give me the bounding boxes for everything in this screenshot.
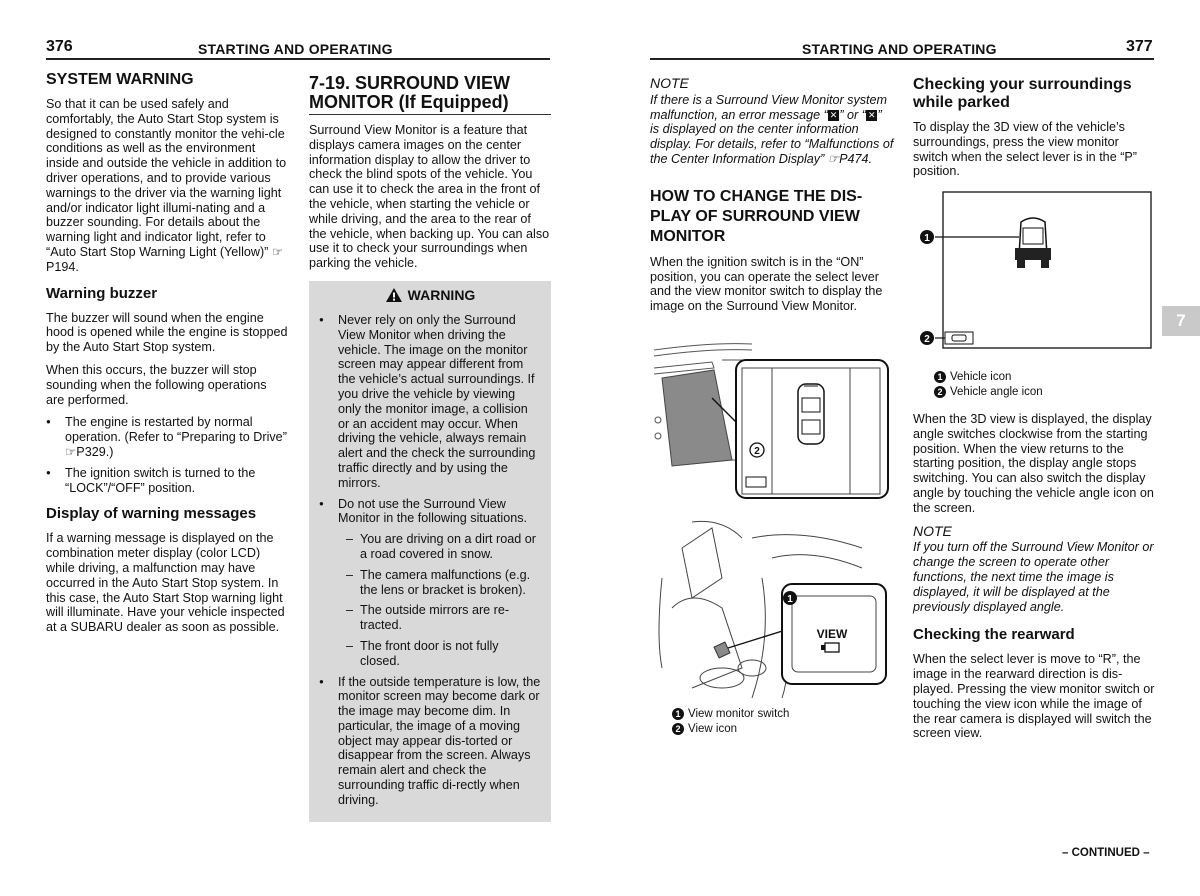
left-page-number: 376 [46, 38, 73, 55]
view-button-label: VIEW [816, 627, 848, 641]
callout-number: 2 [934, 386, 946, 398]
checking-parked-title: Checking your surroundings while parked [913, 76, 1132, 111]
display-messages-title: Display of warning messages [46, 505, 257, 523]
warning-triangle-icon [385, 287, 403, 303]
warning-heading [319, 287, 541, 303]
warning-item-2-text: Do not use the Surround View Monitor in the following situations. [338, 496, 528, 526]
view-monitor-switch-shape [714, 642, 730, 658]
warning-buzzer-list [46, 415, 288, 495]
left-column-2 [309, 74, 551, 822]
right-page-number: 377 [1126, 38, 1153, 55]
list-item: – The outside mirrors are re-tracted. [346, 603, 541, 633]
checking-rearward-body: When the select lever is move to “R”, the image in the rearward direction is dis-played. Pressing the view monitor switch or touching the view icon while the image of the rear camera is displayed will switch the screen view. [913, 652, 1155, 741]
system-warning-body: So that it can be used safely and comfortably, the Auto Start Stop system is designed to constantly monitor the vehi-cle conditions as well as the environment inside and outside the vehicle in addition to driver operations, and to provide various warnings to the driver via the warning light and/or indicator light illumi-nating and a buzzer sounding. For details about the warning light and indicator light, refer to “Auto Start Stop Warning Light (Yellow)” ☞P194. [46, 97, 287, 274]
note-text [650, 93, 894, 167]
svg-text:2: 2 [924, 334, 930, 345]
warning-box [309, 281, 551, 822]
how-to-change-body: When the ignition switch is in the “ON” position, you can operate the select lever and the view monitor switch to display the image on the Surround View Monitor. [650, 254, 883, 314]
list-item: ● The engine is restarted by normal operation. (Refer to “Preparing to Drive” ☞P329.) [46, 415, 288, 459]
callout [672, 708, 789, 720]
error-message-icon: ✕ [867, 109, 876, 120]
section-tab: 7 [1162, 306, 1200, 336]
warning-list [319, 313, 541, 808]
callout [934, 371, 1043, 383]
callout-label: Vehicle angle icon [950, 386, 1043, 398]
center-display-illustration [652, 340, 890, 500]
note-text-part-a: If there is a Surround View Monitor system malfunction, an error message “ [650, 92, 888, 122]
callout-label: View icon [688, 723, 738, 735]
warning-buzzer-title: Warning buzzer [46, 284, 158, 302]
warning-heading-label: WARNING [407, 286, 476, 303]
svg-text:1: 1 [787, 594, 793, 605]
note-text-part-b: ” or “ [839, 107, 866, 122]
surround-view-intro: Surround View Monitor is a feature that displays camera images on the center information display to allow the driver to check the blind spots of the vehicle. You can use it to check the area in the front of the vehicle, when starting the vehicle or while driving, and the area to the rear of the vehicle, when backing up. You can also use it to check your surroundings when parking the vehicle. [309, 123, 550, 271]
svg-text:2: 2 [754, 446, 760, 457]
right-column-2-top [913, 76, 1157, 187]
note-text-part-c: ” is displayed on the center information display. For details, refer to “Malfunctions of the Center Information Display” ☞P474. [650, 107, 894, 166]
checking-rearward-title: Checking the rearward [913, 626, 1075, 644]
left-running-header: STARTING AND OPERATING [198, 41, 393, 57]
warning-buzzer-para-1: The buzzer will sound when the engine hood is opened while the engine is stopped by the Auto Start Stop system. [46, 310, 288, 355]
note-label: NOTE [913, 522, 952, 539]
console-switch-illustration [652, 518, 890, 702]
list-item: ● Never rely on only the Surround View Monitor when driving the vehicle. The image on the monitor screen may appear different from the vehicle’s actual surroundings. If you drive the vehicle by viewing only the monitor image, a collision or an accident may occur. When driving the vehicle, always remain alert and the check the surrounding traffic directly and by using the mirrors. [319, 313, 541, 491]
figure3-callouts [934, 371, 1043, 401]
note-label: NOTE [650, 75, 689, 91]
chapter-title-rule [309, 114, 551, 115]
continued-marker: – CONTINUED – [1062, 847, 1150, 859]
car-top-view-icon [798, 384, 824, 444]
checking-parked-body: To display the 3D view of the vehicle’s surroundings, press the view monitor switch when the select lever is in the “P” position. [913, 120, 1137, 179]
list-item: – The front door is not fully closed. [346, 639, 541, 669]
callout-number: 1 [672, 708, 684, 720]
angle-switch-text: When the 3D view is displayed, the display angle switches clockwise from the starting position. When the view returns to the starting position, the display angle stops switching. You can also switch the display angle by touching the vehicle angle icon on the screen. [913, 412, 1154, 515]
list-item: – The camera malfunctions (e.g. the lens or bracket is broken). [346, 568, 541, 598]
error-message-icon: ✕ [829, 109, 838, 120]
right-column-2-bottom [913, 412, 1157, 749]
list-item: – You are driving on a dirt road or a road covered in snow. [346, 532, 541, 562]
callout [934, 386, 1043, 398]
list-item: ● If the outside temperature is low, the monitor screen may become dark or the image may become dim. In particular, the image of a moving object may appear dis-torted or disappear from the screen. Always remain alert and check the surrounding traffic di-rectly when driving. [319, 675, 541, 808]
warning-buzzer-para-2: When this occurs, the buzzer will stop sounding when the following operations are performed. [46, 362, 267, 407]
figure1-callouts [672, 708, 789, 738]
right-header-rule [650, 58, 1154, 60]
chapter-title: 7-19. SURROUND VIEW MONITOR (If Equipped) [309, 73, 511, 112]
display-messages-body: If a warning message is displayed on the combination meter display (color LCD) while driving, a malfunction may have occurred in the Auto Start Stop system. In this case, the Auto Start Stop warning light will illuminate. Have your vehicle inspected at a SUBARU dealer as soon as possible. [46, 531, 285, 635]
list-item: ● The ignition switch is turned to the “LOCK”/“OFF” position. [46, 466, 288, 496]
callout-number: 2 [672, 723, 684, 735]
system-warning-title: SYSTEM WARNING [46, 71, 194, 88]
list-item [319, 497, 541, 669]
warning-sub-list [338, 532, 541, 668]
right-running-header: STARTING AND OPERATING [802, 41, 997, 57]
svg-text:1: 1 [924, 233, 930, 244]
callout [672, 723, 789, 735]
callout-label: View monitor switch [688, 708, 790, 720]
right-column-1 [650, 76, 894, 322]
3d-view-illustration [915, 190, 1155, 352]
callout-number: 1 [934, 371, 946, 383]
left-column-1 [46, 70, 288, 643]
callout-label: Vehicle icon [950, 371, 1012, 383]
note-text: If you turn off the Surround View Monitor or change the screen to operate other functions, the next time the image is displayed, it will be displayed at the previously displayed angle. [913, 540, 1154, 614]
how-to-change-title: HOW TO CHANGE THE DIS-PLAY OF SURROUND VIEW MONITOR [650, 187, 863, 245]
left-header-rule [46, 58, 550, 60]
